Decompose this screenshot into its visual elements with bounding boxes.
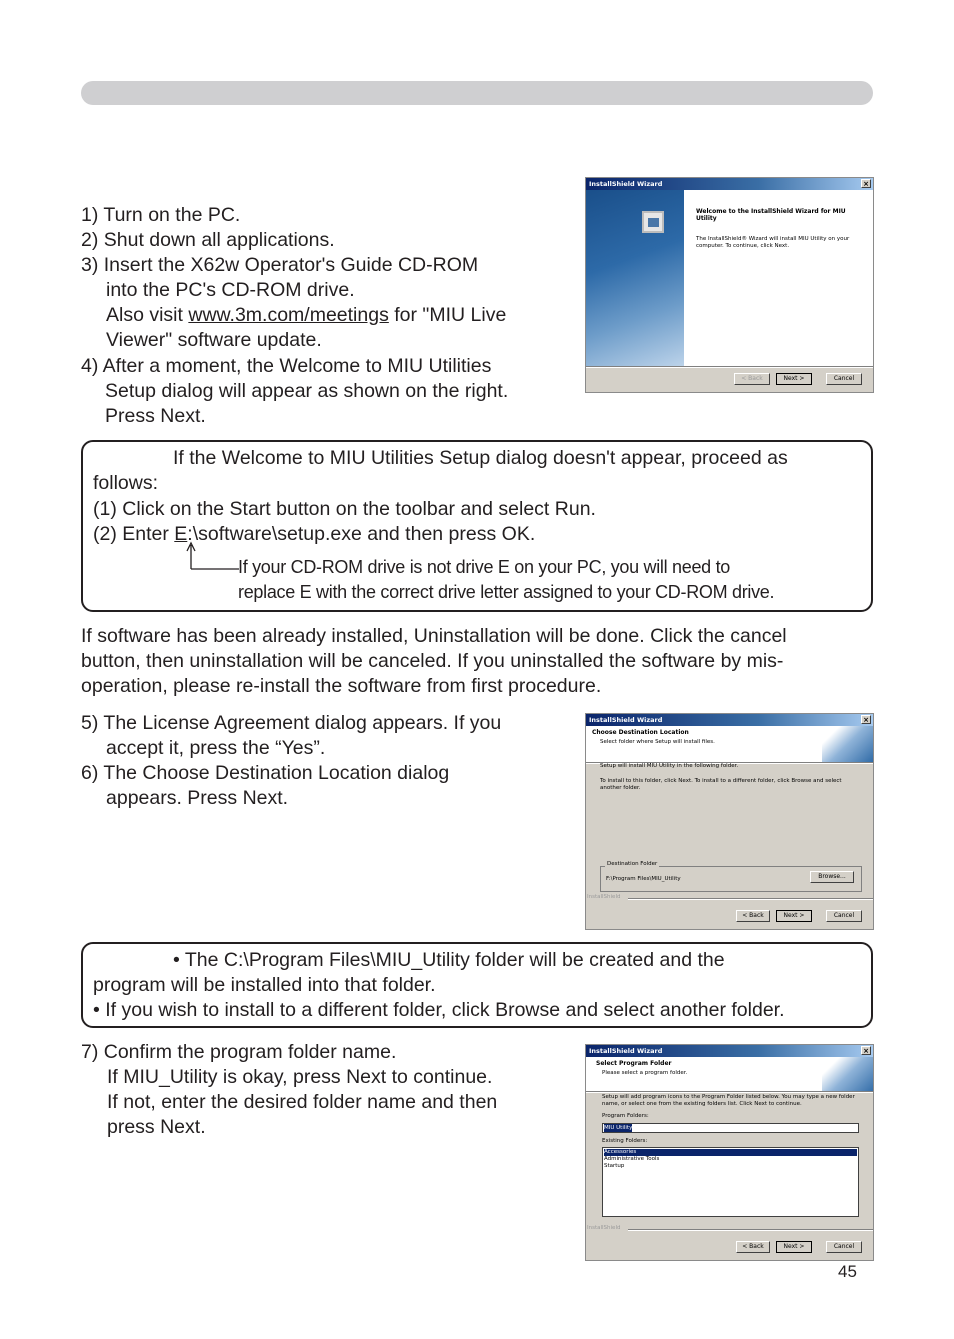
welcome-heading: Welcome to the InstallShield Wizard for MIU Utility <box>696 208 846 222</box>
installshield-brand: InstallShield <box>587 894 621 900</box>
note1-hint-line1: If your CD-ROM drive is not drive E on your PC, you will need to <box>238 557 730 577</box>
destination-dialog-screenshot <box>585 713 874 930</box>
drive-letter: E <box>174 523 188 545</box>
browse-button: Browse... <box>810 871 854 883</box>
uninstall-para-line3: operation, please re-install the software from first procedure. <box>81 675 602 697</box>
next-button: Next > <box>776 910 812 922</box>
note1-line1: If the Welcome to MIU Utilities Setup dialog doesn't appear, proceed as <box>173 447 788 469</box>
list-item: Startup <box>604 1163 625 1169</box>
cancel-button: Cancel <box>826 1241 862 1253</box>
step-4-line2: Setup dialog will appear as shown on the right. <box>105 380 509 402</box>
step-3-text-post: for "MIU Live <box>388 304 507 326</box>
destination-path: F:\Program Files\MIU_Utility <box>606 876 681 882</box>
step-7-line2: If MIU_Utility is okay, press Next to continue. <box>107 1066 493 1088</box>
step-5-line1: 5) The License Agreement dialog appears. If you <box>81 712 502 734</box>
cancel-button: Cancel <box>826 373 862 385</box>
wizard-corner-graphic <box>822 1057 874 1093</box>
destination-heading: Choose Destination Location <box>592 729 689 736</box>
page-number: 45 <box>838 1262 857 1281</box>
note-box-folder <box>81 942 873 1028</box>
destination-body-2: To install to this folder, click Next. To install to a different folder, click Browse and select <box>600 778 842 784</box>
program-folder-input <box>602 1123 859 1133</box>
close-icon: × <box>861 1046 871 1055</box>
destination-group-label: Destination Folder <box>607 861 658 867</box>
note1-line3: (1) Click on the Start button on the toolbar and select Run. <box>93 498 596 520</box>
back-button: < Back <box>734 373 770 385</box>
step-4-line1: 4) After a moment, the Welcome to MIU Utilities <box>81 355 492 377</box>
welcome-body-1: The InstallShield® Wizard will install MIU Utility on your <box>696 236 850 242</box>
close-icon: × <box>861 179 871 188</box>
dialog-title-bar: InstallShield Wizard × <box>586 1045 873 1057</box>
back-button: < Back <box>736 910 770 922</box>
back-button: < Back <box>736 1241 770 1253</box>
step-3-line2: into the PC's CD-ROM drive. <box>106 279 355 301</box>
program-folder-body-1: Setup will add program icons to the Program Folder listed below. You may type a new folder <box>602 1094 855 1100</box>
step-6-line1: 6) The Choose Destination Location dialog <box>81 762 450 784</box>
existing-folders-label: Existing Folders: <box>602 1138 648 1144</box>
step-3-line1: 3) Insert the X62w Operator's Guide CD-ROM <box>81 254 479 276</box>
note2-line2: program will be installed into that folder. <box>93 974 436 996</box>
installer-icon <box>642 211 664 233</box>
program-folder-body-2: name, or select one from the existing folders list. Click Next to continue. <box>602 1101 802 1107</box>
destination-subheading: Select folder where Setup will install files. <box>600 739 715 745</box>
close-icon: × <box>861 715 871 724</box>
step-5-line2: accept it, press the “Yes”. <box>106 737 326 759</box>
list-item: Accessories <box>604 1149 857 1156</box>
step-7-line3: If not, enter the desired folder name and then <box>107 1091 498 1113</box>
uninstall-para-line2: button, then uninstallation will be canceled. If you uninstalled the software by mis- <box>81 650 784 672</box>
step-3-line4: Viewer" software update. <box>106 329 322 351</box>
section-header-bar <box>81 81 873 105</box>
program-folders-label: Program Folders: <box>602 1113 649 1119</box>
step-2: 2) Shut down all applications. <box>81 229 335 251</box>
step-3-text: Also visit <box>106 304 189 326</box>
program-folder-value: MIU Utility <box>604 1125 633 1131</box>
cancel-button: Cancel <box>826 910 862 922</box>
next-button: Next > <box>776 1241 812 1253</box>
step-4-line3: Press Next. <box>105 405 206 427</box>
existing-folders-list <box>602 1147 859 1217</box>
next-button: Next > <box>776 373 812 385</box>
note2-line3: • If you wish to install to a different folder, click Browse and select another folder. <box>93 999 785 1021</box>
step-7-line4: press Next. <box>107 1116 206 1138</box>
meetings-link[interactable]: www.3m.com/meetings <box>188 304 389 326</box>
list-item: Administrative Tools <box>604 1156 660 1162</box>
installshield-brand: InstallShield <box>587 1225 621 1231</box>
note-box-setup <box>81 440 873 612</box>
wizard-side-banner <box>586 190 684 366</box>
step-7-line1: 7) Confirm the program folder name. <box>81 1041 397 1063</box>
step-1: 1) Turn on the PC. <box>81 204 241 226</box>
welcome-body-2: computer. To continue, click Next. <box>696 243 790 249</box>
dialog-title-bar: InstallShield Wizard × <box>586 178 873 190</box>
note1-line2: follows: <box>93 472 159 494</box>
pointer-arrow-icon <box>183 541 243 571</box>
note1-hint-line2: replace E with the correct drive letter assigned to your CD-ROM drive. <box>238 582 775 602</box>
wizard-corner-graphic <box>822 726 874 762</box>
program-folder-heading: Select Program Folder <box>596 1060 672 1067</box>
note2-line1: • The C:\Program Files\MIU_Utility folder will be created and the <box>173 949 725 971</box>
destination-body-3: another folder. <box>600 785 641 791</box>
destination-body-1: Setup will install MIU Utility in the following folder. <box>600 763 739 769</box>
welcome-dialog-screenshot <box>585 177 874 393</box>
note1-line4: (2) Enter E:\software\setup.exe and then press OK. <box>93 523 536 545</box>
step-6-line2: appears. Press Next. <box>106 787 289 809</box>
step-3-line3 <box>106 303 506 328</box>
uninstall-para-line1: If software has been already installed, Uninstallation will be done. Click the cancel <box>81 625 787 647</box>
program-folder-subheading: Please select a program folder. <box>602 1070 688 1076</box>
dialog-title-bar: InstallShield Wizard × <box>586 714 873 726</box>
program-folder-dialog-screenshot <box>585 1044 874 1261</box>
